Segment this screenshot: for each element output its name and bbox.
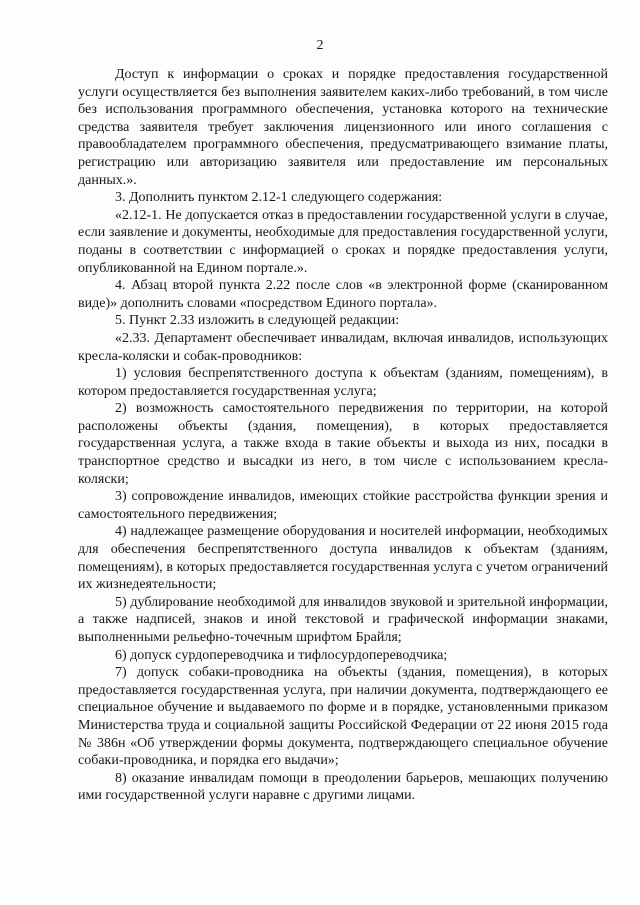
list-item-5: 5) дублирование необходимой для инвалидов звуковой и зрительной информации, а также надписей, знаков и иной текстовой и графической информации знаками, выполненными рельефно-точечным шрифтом Брайля; [78,594,608,645]
list-item-3: 3) сопровождение инвалидов, имеющих стойкие расстройства функции зрения и самостоятельного передвижения; [78,489,608,522]
paragraph-item-5: 5. Пункт 2.33 изложить в следующей редакции: [115,313,400,329]
paragraph-clause-2-33: «2.33. Департамент обеспечивает инвалидам, включая инвалидов, использующих кресла-коляски и собак-проводников: [78,330,608,364]
page-number: 2 [316,38,324,53]
paragraph-access-info: Доступ к информации о сроках и порядке предоставления государственной услуги осуществляется без выполнения заявителем каких-либо требований, в том числе без использования программного обеспечения, установка которого на технические средства заявителя требует заключения лицензионного или иного соглашения с правообладателем программного обеспечения, предусматривающего взимание платы, регистрацию или авторизацию заявителя или предоставление им персональных данных.». [78,67,608,188]
list-item-8: 8) оказание инвалидам помощи в преодолении барьеров, мешающих получению ими государственной услуги наравне с другими лицами. [78,770,608,804]
list-item-7: 7) допуск собаки-проводника на объекты (здания, помещения), в которых предоставляется государственная услуга, при наличии документа, подтверждающего ее специальное обучение и выдаваемого по форме и в порядке, установленными приказом Министерства труда и социальной защиты Российской Федерации от 22 июня 2015 года № 386н «Об утверждении формы документа, подтверждающего специальное обучение собаки-проводника, и порядка его выдачи»; [78,665,608,769]
list-item-2: 2) возможность самостоятельного передвижения по территории, на которой расположены объекты (здания, помещения), в которых предоставляется государственная услуга, а также входа в такие объекты и выхода из них, посадки в транспортное средство и высадки из него, в том числе с использованием кресла-коляски; [78,401,608,487]
list-item-6: 6) допуск сурдопереводчика и тифлосурдопереводчика; [115,647,448,663]
paragraph-item-4: 4. Абзац второй пункта 2.22 после слов «в электронной форме (сканированном виде)» дополнить словами «посредством Единого портала». [78,278,608,311]
paragraph-clause-2-12-1: «2.12-1. Не допускается отказ в предоставлении государственной услуги в случае, если заявление и документы, необходимые для предоставления государственной услуги, поданы в соответствии с информацией о сроках и порядке предоставления услуги, опубликованной на Едином портале.». [78,207,608,276]
list-item-4: 4) надлежащее размещение оборудования и носителей информации, необходимых для обеспечения беспрепятственного доступа инвалидов к объектам (зданиям, помещениям), в которых предоставляется государственная услуга с учетом ограничений их жизнедеятельности; [78,524,608,593]
list-item-1: 1) условия беспрепятственного доступа к объектам (зданиям, помещениям), в котором предоставляется государственная услуга; [78,366,608,399]
paragraph-item-3: 3. Дополнить пунктом 2.12-1 следующего содержания: [115,190,443,206]
document-body [78,66,608,805]
